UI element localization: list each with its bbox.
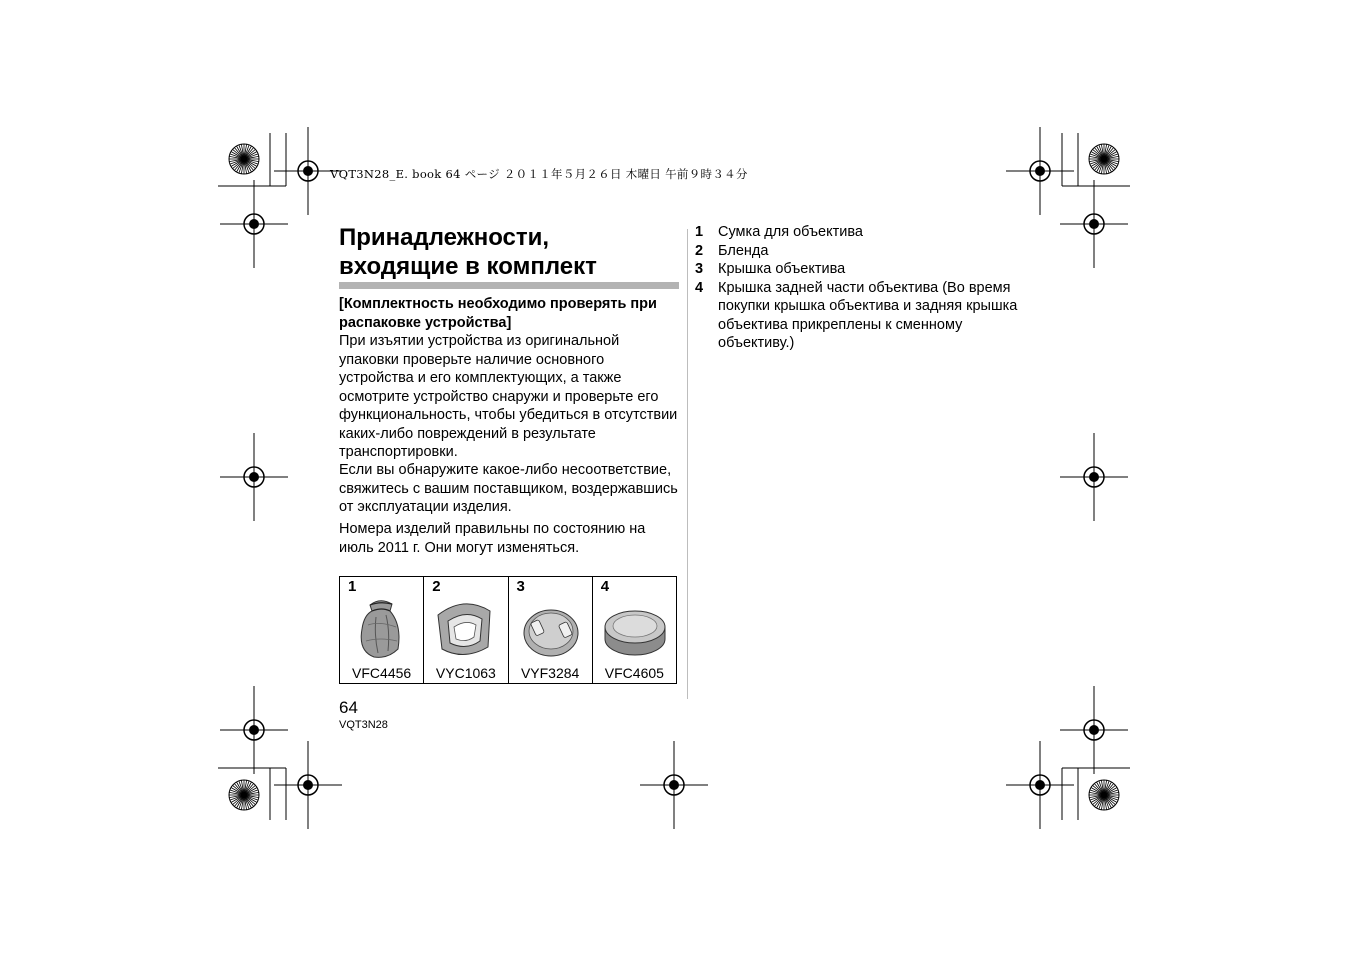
- accessory-code: VYF3284: [520, 665, 580, 681]
- lens-hood-icon: [424, 591, 508, 663]
- print-file-header: VQT3N28_E. book 64 ページ ２０１１年５月２６日 木曜日 午前９時３４分: [330, 167, 748, 181]
- list-item-number: 3: [695, 261, 704, 277]
- page-number: 64: [339, 698, 358, 717]
- column-divider: [687, 229, 688, 699]
- title-underline: [339, 282, 679, 289]
- accessory-number: 4: [600, 578, 610, 595]
- inspection-heading: [Комплектность необходимо проверять при распаковке устройства]: [339, 296, 657, 331]
- registration-target-icon: [1060, 686, 1128, 774]
- accessory-cell: [424, 577, 508, 683]
- registration-target-icon: [220, 433, 288, 521]
- lens-rear-cap-icon: [593, 591, 677, 663]
- accessories-table: [339, 576, 677, 684]
- page-title-line2: входящие в комплект: [339, 253, 597, 280]
- list-item: [695, 242, 1025, 261]
- registration-target-icon: [1006, 741, 1074, 829]
- accessory-cell: [340, 577, 424, 683]
- registration-target-icon: [220, 180, 288, 268]
- accessory-cell: [593, 577, 676, 683]
- accessory-code: VFC4605: [604, 665, 664, 681]
- registration-target-icon: [1060, 433, 1128, 521]
- list-item: [695, 260, 1025, 279]
- registration-target-icon: [1060, 180, 1128, 268]
- inspection-paragraph: При изъятии устройства из оригинальной упаковки проверьте наличие основного устройства и его комплектующих, а также осмотрите устройство снаружи и проверьте его функциональность, чтобы убедиться в отсутствии каких-либо повреждений в результате транспортировки.: [339, 333, 678, 460]
- list-item: [695, 223, 1025, 242]
- color-registration-starburst-icon: [1089, 780, 1119, 810]
- list-item-text: Крышка задней части объектива (Во время покупки крышка объектива и задняя крышка объектива прикреплены к сменному объективу.): [718, 279, 1018, 351]
- list-item-number: 4: [695, 279, 704, 296]
- accessory-number: 2: [432, 578, 441, 595]
- registration-target-icon: [274, 741, 342, 829]
- accessory-number: 1: [348, 578, 357, 595]
- lens-cap-icon: [509, 591, 593, 663]
- registration-target-icon: [220, 686, 288, 774]
- registration-target-icon: [1006, 127, 1074, 215]
- list-item: [695, 279, 1025, 353]
- accessory-code: VFC4456: [352, 665, 412, 681]
- document-code: VQT3N28: [339, 719, 388, 731]
- list-item-number: 2: [695, 242, 704, 259]
- page-title: [339, 223, 679, 281]
- color-registration-starburst-icon: [229, 780, 259, 810]
- color-registration-starburst-icon: [1089, 144, 1119, 174]
- discrepancy-paragraph: Если вы обнаружите какое-либо несоответствие, свяжитесь с вашим поставщиком, воздержавшись от эксплуатации изделия.: [339, 462, 678, 515]
- part-numbers-note: Номера изделий правильны по состоянию на июль 2011 г. Они могут изменяться.: [339, 521, 646, 556]
- accessory-code: VYC1063: [435, 665, 496, 681]
- list-item-number: 1: [695, 224, 704, 240]
- list-item-text: Крышка объектива: [718, 261, 846, 277]
- accessory-list: [695, 223, 1025, 353]
- lens-bag-icon: [340, 591, 424, 663]
- accessory-number: 3: [516, 578, 525, 595]
- registration-target-icon: [640, 741, 708, 829]
- color-registration-starburst-icon: [229, 144, 259, 174]
- list-item-text: Сумка для объектива: [718, 224, 863, 240]
- list-item-text: Бленда: [718, 242, 769, 259]
- page-title-line1: Принадлежности,: [339, 224, 550, 251]
- accessory-cell: [509, 577, 593, 683]
